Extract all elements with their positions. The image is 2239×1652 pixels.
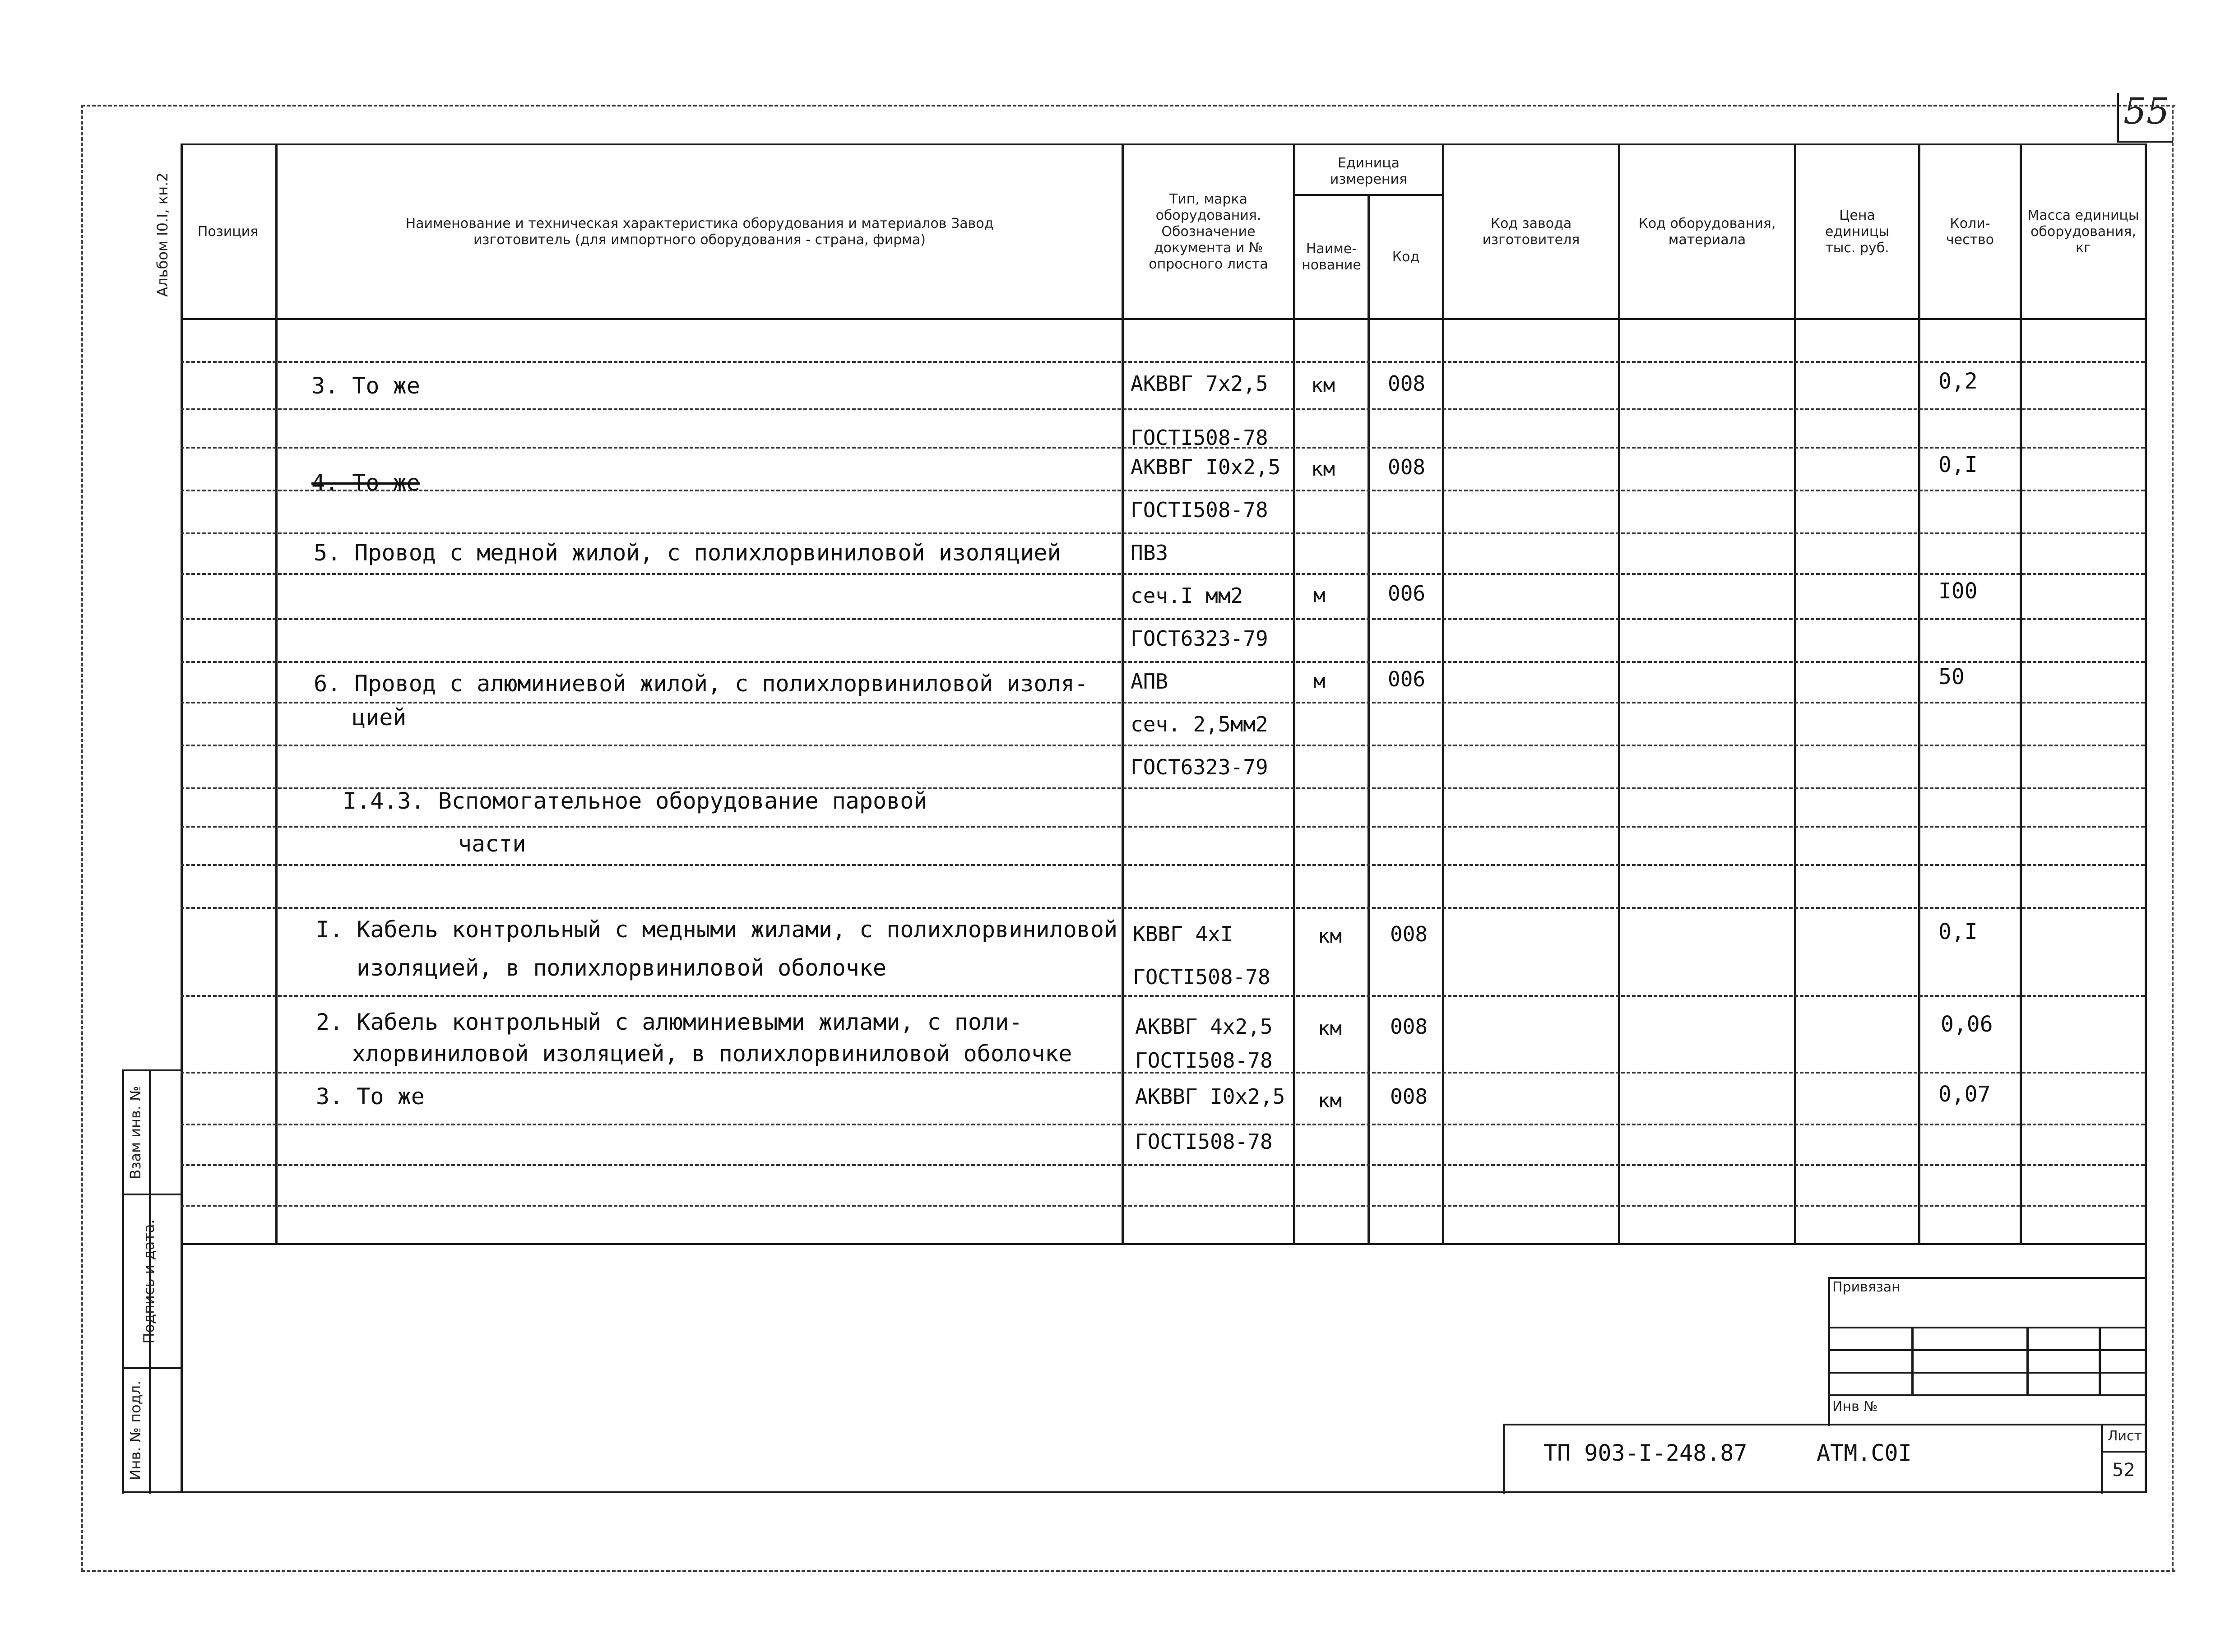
row-line [181, 573, 2145, 575]
document-code: ТП 903-I-248.87 [1544, 1440, 1748, 1466]
row-6-unit: м [1313, 584, 1326, 607]
trim-left [81, 105, 83, 1571]
signature-date-label: Подпись и дата. [140, 1219, 158, 1344]
row-3-unit: км [1311, 458, 1335, 481]
trim-bottom [81, 1570, 2175, 1572]
header-equip-code: Код оборудования, материала [1638, 215, 1776, 248]
row-18-type: АКВВГ I0х2,5 [1135, 1084, 1285, 1109]
privyazan-left [1828, 1277, 1830, 1426]
row-5-name: 5. Провод с медной жилой, с полихлорвиниловой изоляцией [314, 540, 1061, 566]
row-3-type: АКВВГ I0х2,5 [1131, 455, 1281, 479]
row-5-type: ПВЗ [1131, 541, 1168, 565]
row-line [181, 907, 2145, 909]
trim-right [2172, 105, 2174, 1571]
row-3-qty: 0,I [1938, 452, 1978, 477]
row-6-code: 006 [1388, 581, 1426, 606]
row-14-unit: км [1318, 925, 1342, 948]
header-unit-name: Наиме-нование [1302, 241, 1361, 273]
row-line [181, 618, 2145, 620]
row-3-name: 4. То же [311, 470, 420, 496]
row-6-qty: I00 [1938, 578, 1978, 604]
col-line-4 [1368, 194, 1370, 1245]
row-18-name: 3. То же [316, 1083, 425, 1110]
frame-right [2145, 143, 2147, 1493]
row-11-name: I.4.3. Вспомогательное оборудование паровой [343, 788, 927, 814]
row-line [181, 864, 2145, 866]
header-name: Наименование и техническая характеристика оборудования и материалов Завод изготовитель (для импортного оборудования - страна, фирма) [405, 215, 994, 248]
row-16-name: 2. Кабель контрольный с алюминиевыми жилами, с поли- [316, 1009, 1023, 1035]
header-type: Тип, марка оборудования. Обозначение документа и № опросного листа [1149, 191, 1268, 272]
row-14-code: 008 [1390, 922, 1428, 946]
row-line [181, 1164, 2145, 1166]
row-line [181, 702, 2145, 703]
page-number-box-left [2117, 93, 2119, 143]
header-bottom [181, 318, 2147, 320]
header-mass: Масса единицы оборудования, кг [2027, 207, 2139, 256]
inv-no-podl-label: Инв. № подл. [127, 1380, 144, 1481]
row-14-qty: 0,I [1938, 919, 1978, 944]
header-unit-code: Код [1392, 249, 1420, 265]
header-plant-code: Код завода изготовителя [1482, 215, 1580, 248]
privyazan-col [1911, 1327, 1914, 1394]
row-line [181, 661, 2145, 663]
row-18-unit: км [1318, 1089, 1342, 1112]
row-line [181, 361, 2145, 363]
sheet-number: 52 [2112, 1460, 2135, 1481]
row-10-type: ГОСТ6323-79 [1131, 755, 1268, 779]
col-line-1 [275, 143, 278, 1245]
title-block-left [1503, 1424, 1505, 1494]
row-12-name: части [458, 831, 526, 857]
title-block-sheet-line [2101, 1451, 2147, 1453]
row-8-type: АПВ [1131, 669, 1168, 694]
row-17-type: ГОСТI508-78 [1135, 1048, 1273, 1073]
row-14-type: КВВГ 4хI [1133, 922, 1233, 946]
row-15-name: изоляцией, в полихлорвиниловой оболочке [357, 955, 886, 981]
row-8-name: 6. Провод с алюминиевой жилой, с полихлорвиниловой изоля- [314, 671, 1088, 697]
frame-bottom [122, 1491, 2147, 1493]
sheet-label: Лист [2108, 1428, 2142, 1444]
row-14-name: I. Кабель контрольный с медными жилами, с полихлорвиниловой [316, 916, 1118, 943]
row-18-qty: 0,07 [1938, 1082, 1991, 1107]
row-line [181, 826, 2145, 828]
row-1-name: 3. То же [311, 373, 420, 399]
row-1-code: 008 [1388, 371, 1426, 396]
row-1-type: АКВВГ 7х2,5 [1131, 371, 1268, 396]
row-line [181, 532, 2145, 534]
row-9-name: цией [352, 704, 407, 731]
title-block-sheet-left [2101, 1424, 2103, 1494]
inv-no-label: Инв № [1832, 1399, 1878, 1415]
table-bottom [181, 1243, 2147, 1245]
privyazan-label: Привязан [1832, 1279, 1901, 1295]
album-label: Альбом I0.I, кн.2 [154, 172, 171, 297]
row-16-qty: 0,06 [1941, 1012, 1993, 1037]
row-16-type: АКВВГ 4х2,5 [1135, 1014, 1273, 1039]
row-17-name: хлорвиниловой изоляцией, в полихлорвиниловой оболочке [352, 1041, 1072, 1067]
header-qty: Коли-чество [1946, 215, 1994, 248]
row-3-code: 008 [1388, 455, 1426, 479]
row-16-code: 008 [1390, 1014, 1428, 1039]
row-line [181, 1124, 2145, 1125]
row-19-type: ГОСТI508-78 [1135, 1129, 1273, 1154]
privyazan-col [2099, 1327, 2101, 1394]
row-9-type: сеч. 2,5мм2 [1131, 712, 1268, 736]
row-line [181, 490, 2145, 491]
header-position: Позиция [197, 223, 259, 240]
privyazan-line [1828, 1394, 2147, 1396]
page-number-box-bottom [2117, 141, 2173, 143]
row-15-type: ГОСТI508-78 [1133, 965, 1270, 989]
privyazan-top [1828, 1277, 2147, 1279]
row-18-code: 008 [1390, 1084, 1428, 1109]
row-1-qty: 0,2 [1938, 369, 1978, 394]
row-line [181, 1205, 2145, 1207]
row-4-type: ГОСТI508-78 [1131, 498, 1268, 522]
row-16-unit: км [1318, 1017, 1342, 1040]
row-8-code: 006 [1388, 667, 1426, 691]
header-price: Цена единицы тыс. руб. [1825, 207, 1889, 256]
trim-top [81, 105, 2175, 106]
vzam-inv-label: Взам инв. № [127, 1086, 144, 1180]
row-line [181, 745, 2145, 746]
row-1-unit: км [1311, 374, 1335, 397]
page-number: 55 [2123, 90, 2169, 132]
row-8-unit: м [1313, 670, 1326, 693]
title-block-top [1503, 1424, 2147, 1425]
frame-left [181, 143, 183, 1493]
row-line [181, 995, 2145, 997]
row-6-type: сеч.I мм2 [1131, 583, 1243, 608]
privyazan-col [2026, 1327, 2029, 1394]
sheet-code: АТМ.С0I [1817, 1440, 1912, 1466]
row-2-type: ГОСТI508-78 [1131, 426, 1268, 450]
row-8-qty: 50 [1938, 664, 1965, 689]
row-line [181, 408, 2145, 410]
row-7-type: ГОСТ6323-79 [1131, 626, 1268, 651]
header-unit-group: Единица измерения [1330, 155, 1408, 187]
